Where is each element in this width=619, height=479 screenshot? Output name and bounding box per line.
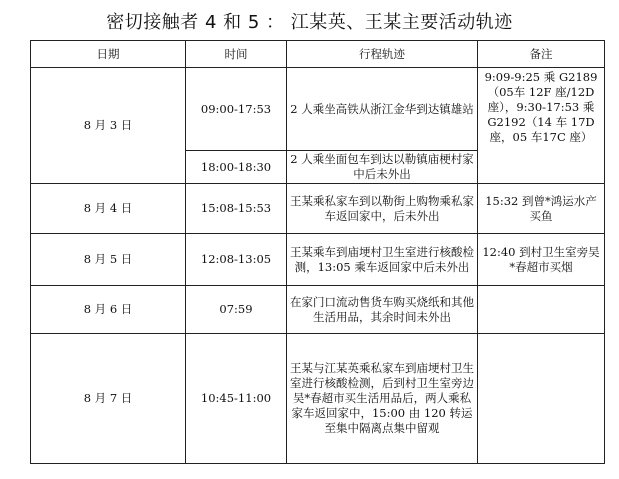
note-cell: 15:32 到曾*鸿运水产买鱼 (478, 184, 605, 234)
route-cell: 王某乘车到庙埂村卫生室进行核酸检测，13:05 乘车返回家中后未外出 (287, 234, 478, 286)
time-cell: 10:45-11:00 (186, 334, 287, 464)
note-cell (478, 286, 605, 334)
route-cell: 王某乘私家车到以勒街上购物乘私家车返回家中，后未外出 (287, 184, 478, 234)
date-cell: 8 月 7 日 (31, 334, 186, 464)
route-cell: 在家门口流动售货车购买烧纸和其他生活用品，其余时间未外出 (287, 286, 478, 334)
document-title: 密切接触者 4 和 5 ： 江某英、王某主要活动轨迹 (106, 12, 513, 33)
table-row (31, 286, 605, 334)
header-note: 备注 (478, 41, 605, 68)
time-cell: 07:59 (186, 286, 287, 334)
route-cell: 2 人乘坐面包车到达以勒镇庙梗村家中后未外出 (287, 151, 478, 184)
time-cell: 15:08-15:53 (186, 184, 287, 234)
date-cell: 8 月 5 日 (31, 234, 186, 286)
date-cell: 8 月 4 日 (31, 184, 186, 234)
table-row (31, 334, 605, 464)
table-header-row (31, 41, 605, 68)
note-cell: 12:40 到村卫生室旁吴*春超市买烟 (478, 234, 605, 286)
table-row (31, 234, 605, 286)
date-cell: 8 月 3 日 (31, 68, 186, 184)
time-cell: 09:00-17:53 (186, 68, 287, 151)
note-cell: 9:09-9:25 乘 G2189（05车 12F 座/12D 座），9:30-17:53 乘 G2192（14 车 17D 座，05 车17C 座） (478, 68, 605, 184)
header-date: 日期 (31, 41, 186, 68)
note-cell (478, 334, 605, 464)
header-time: 时间 (186, 41, 287, 68)
table-row (31, 184, 605, 234)
route-cell: 2 人乘坐高铁从浙江金华到达镇雄站 (287, 68, 478, 151)
table-row (31, 68, 605, 151)
header-route: 行程轨迹 (287, 41, 478, 68)
activity-trail-table (30, 40, 605, 464)
date-cell: 8 月 6 日 (31, 286, 186, 334)
time-cell: 18:00-18:30 (186, 151, 287, 184)
route-cell: 王某与江某英乘私家车到庙埂村卫生室进行核酸检测，后到村卫生室旁边吴*春超市买生活用品后，两人乘私家车返回家中，15:00 由 120 转运至集中隔离点集中留观 (287, 334, 478, 464)
time-cell: 12:08-13:05 (186, 234, 287, 286)
